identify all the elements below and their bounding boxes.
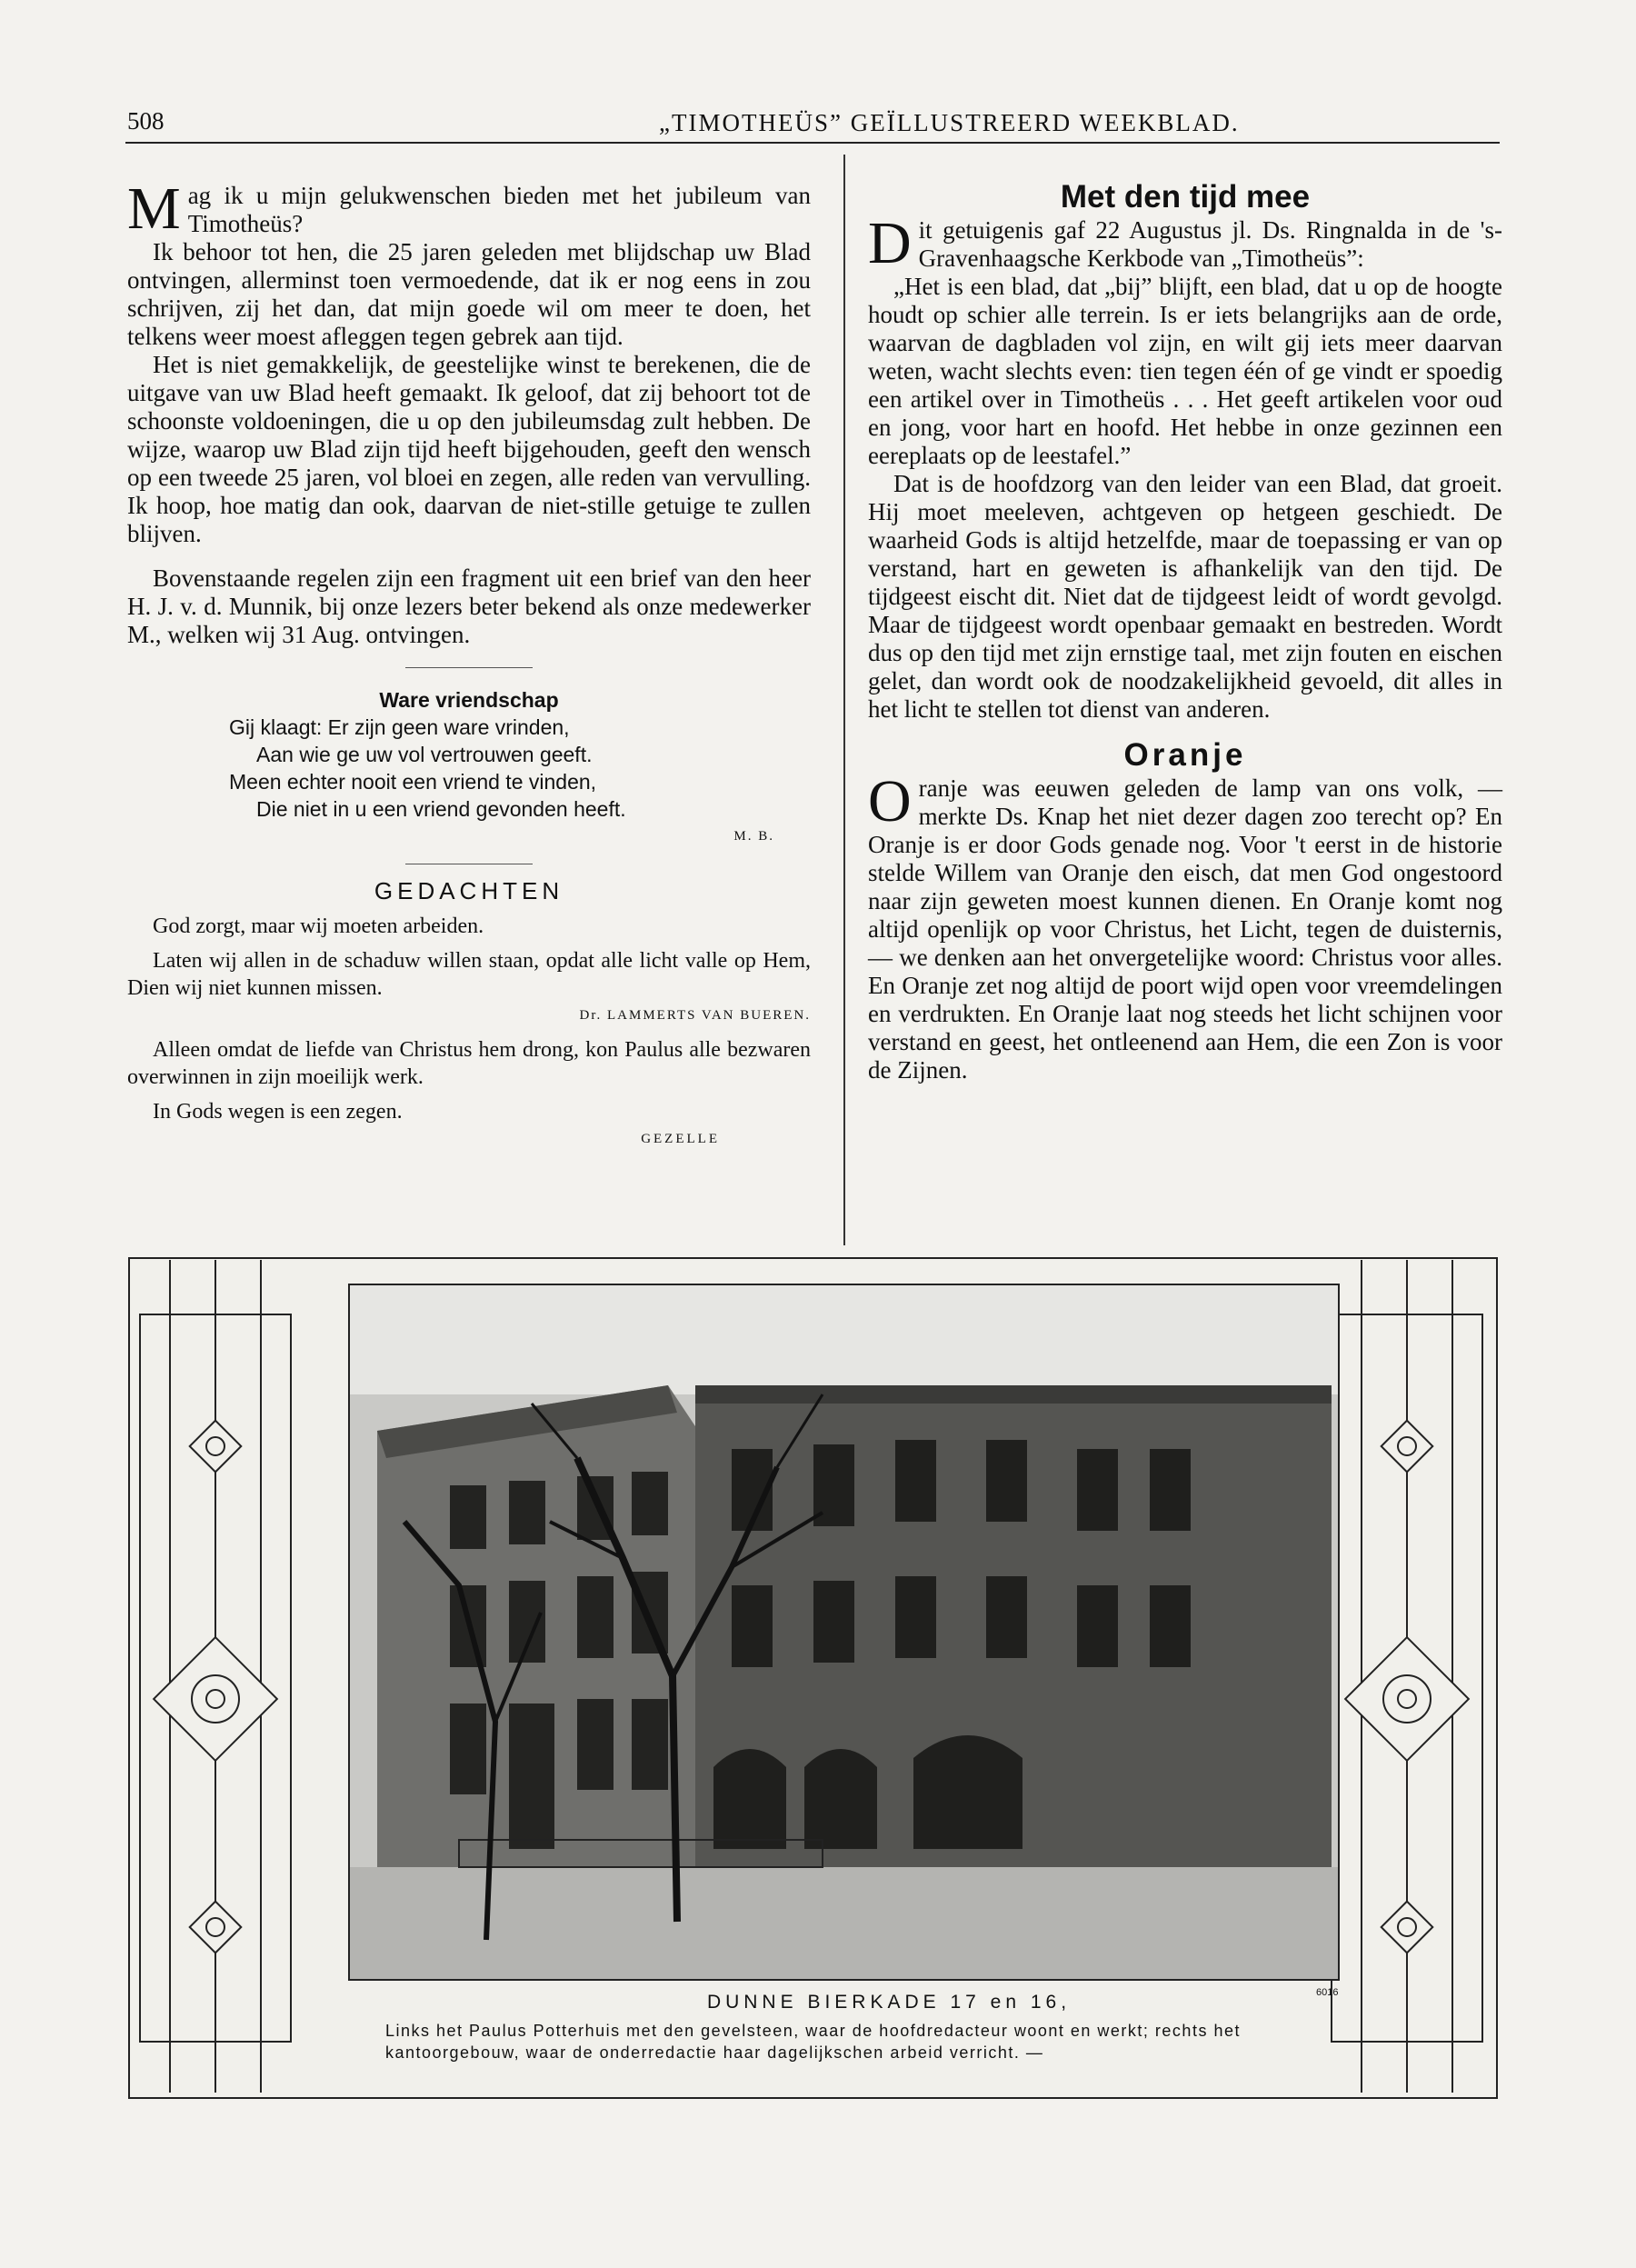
building-photo	[348, 1284, 1340, 1981]
article-title: Oranje	[1123, 737, 1247, 773]
thought-attribution: Dr. LAMMERTS VAN BUEREN.	[579, 1008, 811, 1023]
ornament-border-right	[1322, 1260, 1491, 2093]
figure-caption-title: DUNNE BIERKADE 17 en 16,	[706, 1992, 1072, 2013]
poem	[229, 714, 811, 823]
poem-line: Gij klaagt: Er zijn geen ware vrinden,	[229, 715, 570, 739]
poem-title: Ware vriendschap	[379, 688, 559, 712]
thought: Alleen omdat de liefde van Christus hem drong, kon Paulus alle bezwaren overwinnen in zijn moeilijk werk.	[127, 1038, 811, 1089]
drop-cap: M	[127, 175, 181, 242]
article-paragraph: Dat is de hoofdzorg van den leider van een Blad, dat groeit. Hij moet meeleven, achtgeven op hetgeen geschiedt. De waarheid Gods is altijd hetzelfde, maar de toepassing er van op verstand, hart en geweten is afhankelijk van den tijd. De tijdgeest eischt dit. Niet dat de tijdgeest leidt of wordt gevolgd. Maar de tijdgeest wordt openbaar gemaakt en bestreden. Wordt dus op den tijd met zijn ernstige taal, met zijn fouten en eischen gelet, dan wordt ook de noodzakelijkheid gevoeld, dit alles in het licht te stellen tot dienst van anderen.	[868, 470, 1502, 723]
header-rule	[125, 142, 1500, 144]
thought: Laten wij allen in de schaduw willen staan, opdat alle licht valle op Hem, Dien wij niet kunnen missen.	[127, 949, 811, 1000]
thoughts	[127, 913, 811, 1153]
letter-paragraph-2: Ik behoor tot hen, die 25 jaren geleden met blijdschap uw Blad ontvingen, allerminst toen vermoedende, dat ik er nog eens in zou schrijven, zij het dan, dat mijn goede wil om meer te doen, het telkens weer moest afleggen tegen gebrek aan tijd.	[127, 238, 811, 350]
column-divider	[843, 155, 845, 1245]
left-column	[127, 175, 811, 1153]
drop-cap: O	[868, 768, 912, 834]
figure-caption: Links het Paulus Potterhuis met den gevelsteen, waar de hoofdredacteur woont en werkt; rechts het kantoorgebouw, waar de onderredactie haar dagelijkschen arbeid verricht. —	[385, 2022, 1241, 2062]
thoughts-title: GEDACHTEN	[374, 877, 564, 904]
article-quote: „Het is een blad, dat „bij” blijft, een blad, dat u op de hoogte houdt op schier alle terrein. Is er iets belangrijks aan de orde, waarvan de dagbladen vol zijn, en wilt gij iets meer daarvan weten, wacht slechts even: tien tegen één of ge vindt er spoedig een artikel over in Timotheüs . . . Het geeft artikelen voor oud en jong, voor hart en hoofd. Het hebbe in onze gezinnen een eereplaats op de leestafel.”	[868, 273, 1502, 469]
ornament-border-left	[131, 1260, 300, 2093]
page-header	[127, 107, 1500, 144]
editor-note: Bovenstaande regelen zijn een fragment uit een brief van den heer H. J. v. d. Munnik, bij onze lezers beter bekend als onze medewerker M., welken wij 31 Aug. ontvingen.	[127, 565, 811, 648]
letter-paragraph-1: Mag ik u mijn gelukwenschen bieden met het jubileum van Timotheüs?	[127, 175, 811, 242]
running-title: „TIMOTHEÜS” GEÏLLUSTREERD WEEKBLAD.	[659, 109, 1240, 136]
thought: God zorgt, maar wij moeten arbeiden.	[153, 914, 484, 938]
page-number: 508	[127, 107, 165, 135]
poem-line: Die niet in u een vriend gevonden heeft.	[256, 797, 626, 821]
thought: In Gods wegen is een zegen.	[153, 1100, 403, 1124]
thought-attribution: GEZELLE	[641, 1132, 720, 1146]
poem-line: Aan wie ge uw vol vertrouwen geeft.	[256, 743, 593, 766]
article-title: Met den tijd mee	[1060, 179, 1311, 215]
figure-id: 6016	[1316, 1987, 1339, 1998]
poem-line: Meen echter nooit een vriend te vinden,	[229, 770, 597, 794]
drop-cap: D	[868, 210, 912, 276]
article-paragraph: Dit getuigenis gaf 22 Augustus jl. Ds. Ringnalda in de 's-Gravenhaagsche Kerkbode van „Timotheüs”:	[868, 210, 1502, 276]
poem-signature: M. B.	[733, 829, 774, 844]
article-paragraph: Oranje was eeuwen geleden de lamp van ons volk, — merkte Ds. Knap het niet dezer dagen zoo terecht op? En Oranje is er door Gods genade nog. Voor 't eerst in de historie stelde Willem van Oranje den eisch, dat men God ongestoord naar zijn geweten moest kunnen dienen. En Oranje komt nog altijd openlijk op voor Christus, het Licht, tegen de duisternis, — we denken aan het onvergetelijke woord: Christus voor alles. En Oranje zet nog altijd de poort wijd open voor vreemdelingen en verdrukten. En Oranje laat nog steeds het licht schijnen voor verstand en geest, het ontleenend aan Hem, die een Zon is voor de Zijnen.	[868, 768, 1502, 1084]
right-column	[868, 178, 1502, 1084]
letter-paragraph-3: Het is niet gemakkelijk, de geestelijke winst te berekenen, die de uitgave van uw Blad heeft gemaakt. Ik geloof, dat zij behoort tot de schoonste voldoeningen, die u op den jubileumsdag zult hebben. De wijze, waarop uw Blad zijn tijd heeft bijgehouden, geeft den wensch op een tweede 25 jaren, vol bloei en zegen, alle reden van vervulling. Ik hoop, hoe matig dan ook, daarvan de niet-stille getuige te zullen blijven.	[127, 351, 811, 547]
